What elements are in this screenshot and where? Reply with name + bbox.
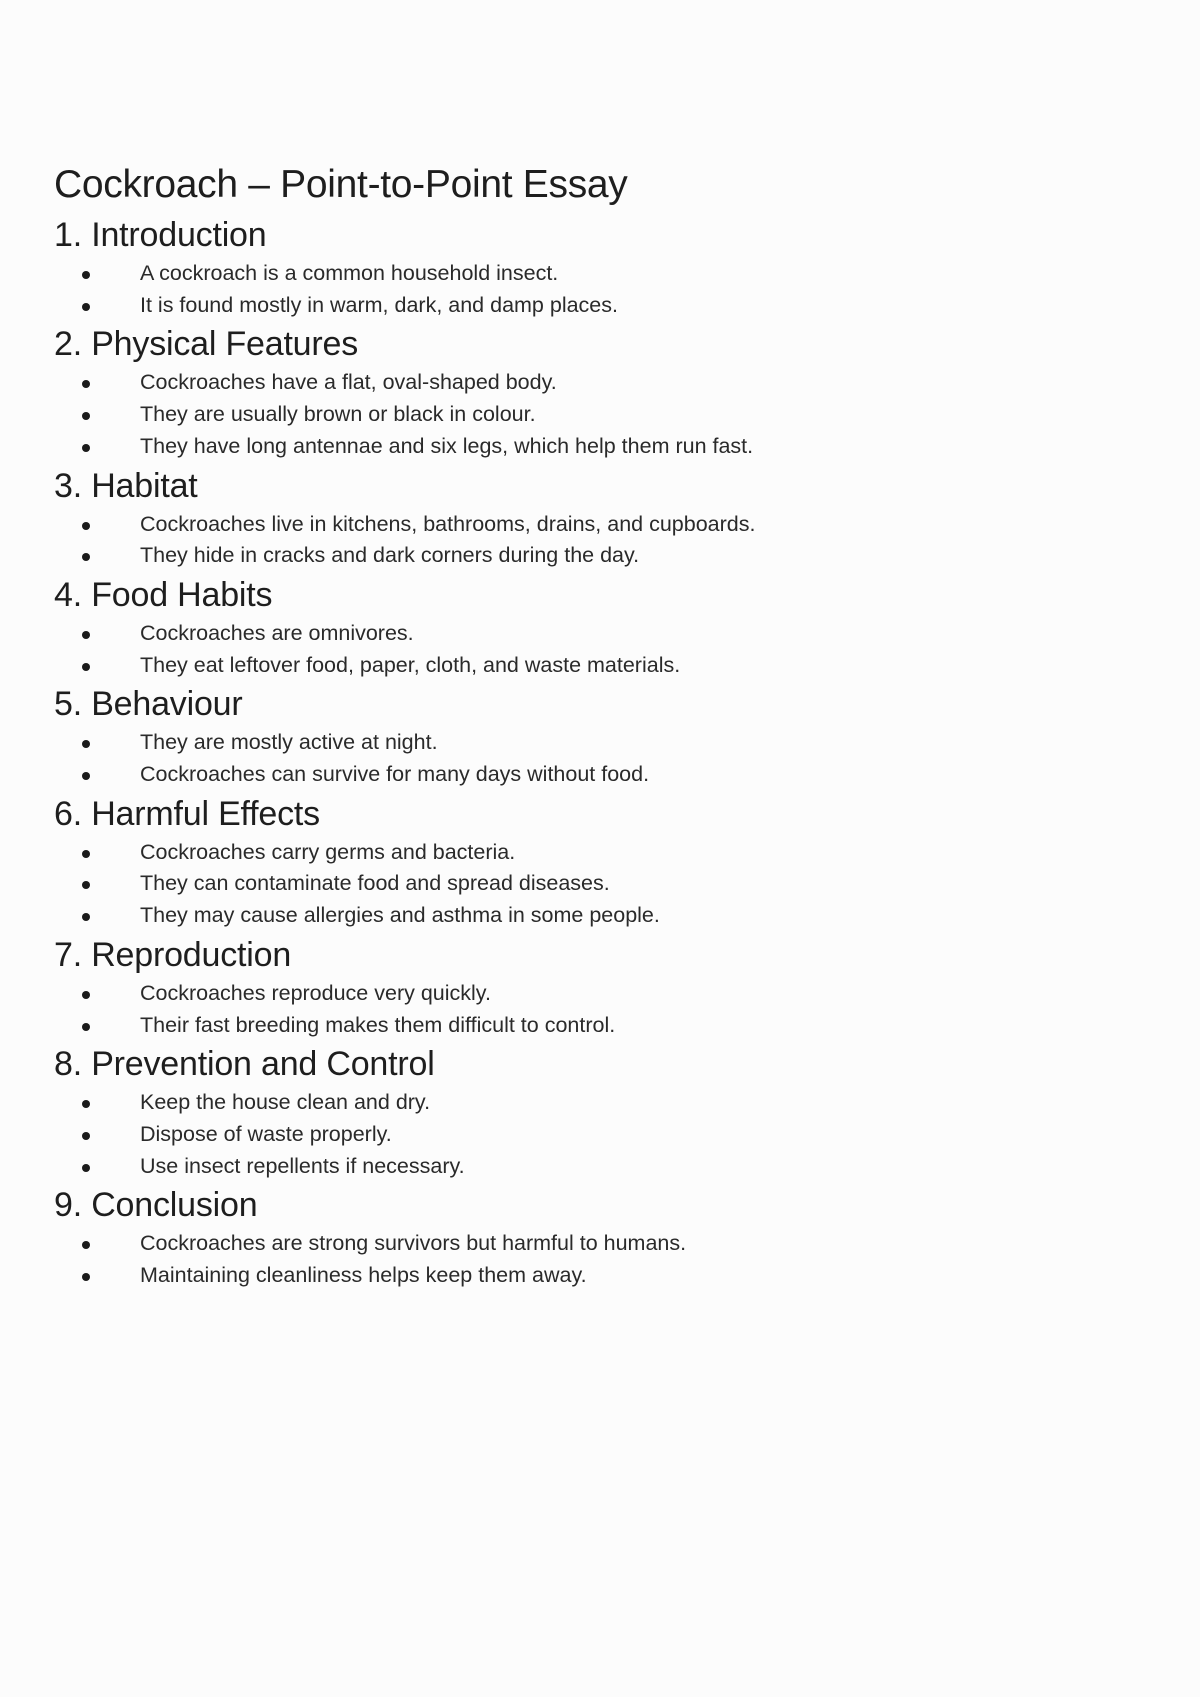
list-item bbox=[54, 1010, 1154, 1042]
bullet-icon bbox=[82, 740, 90, 748]
list-item bbox=[54, 618, 1154, 650]
list-item-text: Cockroaches are omnivores. bbox=[140, 620, 414, 645]
bullet-list bbox=[54, 1228, 1154, 1291]
list-item bbox=[54, 367, 1154, 399]
list-item bbox=[54, 759, 1154, 791]
bullet-icon bbox=[82, 444, 90, 452]
essay-section bbox=[54, 321, 1154, 462]
list-item-text: Dispose of waste properly. bbox=[140, 1121, 392, 1146]
bullet-icon bbox=[82, 271, 90, 279]
list-item bbox=[54, 868, 1154, 900]
bullet-icon bbox=[82, 1164, 90, 1172]
bullet-icon bbox=[82, 772, 90, 780]
list-item bbox=[54, 727, 1154, 759]
list-item-text: Cockroaches carry germs and bacteria. bbox=[140, 839, 516, 864]
list-item-text: They have long antennae and six legs, which help them run fast. bbox=[140, 433, 754, 458]
list-item bbox=[54, 1151, 1154, 1183]
section-heading: 3. Habitat bbox=[54, 466, 198, 505]
essay-section bbox=[54, 1041, 1154, 1182]
bullet-icon bbox=[82, 1273, 90, 1281]
list-item-text: Use insect repellents if necessary. bbox=[140, 1153, 465, 1178]
bullet-icon bbox=[82, 663, 90, 671]
bullet-icon bbox=[82, 303, 90, 311]
bullet-list bbox=[54, 618, 1154, 681]
document-title: Cockroach – Point-to-Point Essay bbox=[54, 163, 628, 206]
sections-container bbox=[54, 212, 1154, 1292]
section-heading: 5. Behaviour bbox=[54, 685, 243, 724]
bullet-list bbox=[54, 1087, 1154, 1182]
bullet-list bbox=[54, 258, 1154, 321]
bullet-icon bbox=[82, 1100, 90, 1108]
bullet-icon bbox=[82, 881, 90, 889]
bullet-icon bbox=[82, 991, 90, 999]
bullet-icon bbox=[82, 553, 90, 561]
bullet-icon bbox=[82, 631, 90, 639]
list-item bbox=[54, 290, 1154, 322]
list-item-text: They hide in cracks and dark corners during the day. bbox=[140, 543, 640, 568]
list-item bbox=[54, 258, 1154, 290]
list-item-text: They eat leftover food, paper, cloth, and waste materials. bbox=[140, 652, 681, 677]
list-item bbox=[54, 1228, 1154, 1260]
essay-section bbox=[54, 932, 1154, 1041]
list-item-text: They can contaminate food and spread diseases. bbox=[140, 871, 610, 896]
list-item-text: They are usually brown or black in colour. bbox=[140, 402, 536, 427]
list-item-text: Cockroaches live in kitchens, bathrooms, drains, and cupboards. bbox=[140, 511, 756, 536]
list-item bbox=[54, 399, 1154, 431]
essay-section bbox=[54, 463, 1154, 572]
list-item-text: Keep the house clean and dry. bbox=[140, 1090, 431, 1115]
list-item-text: Cockroaches reproduce very quickly. bbox=[140, 980, 491, 1005]
bullet-icon bbox=[82, 1241, 90, 1249]
essay-section bbox=[54, 1182, 1154, 1291]
essay-section bbox=[54, 212, 1154, 321]
list-item bbox=[54, 431, 1154, 463]
list-item-text: They are mostly active at night. bbox=[140, 730, 438, 755]
essay-section bbox=[54, 791, 1154, 932]
bullet-list bbox=[54, 727, 1154, 790]
bullet-icon bbox=[82, 522, 90, 530]
section-heading: 7. Reproduction bbox=[54, 935, 292, 974]
list-item-text: A cockroach is a common household insect. bbox=[140, 261, 559, 285]
list-item bbox=[54, 1260, 1154, 1292]
essay-section bbox=[54, 681, 1154, 790]
bullet-list bbox=[54, 978, 1154, 1041]
list-item bbox=[54, 1119, 1154, 1151]
list-item-text: They may cause allergies and asthma in some people. bbox=[140, 903, 660, 928]
section-heading: 1. Introduction bbox=[54, 216, 267, 254]
list-item-text: Maintaining cleanliness helps keep them away. bbox=[140, 1263, 587, 1288]
list-item bbox=[54, 540, 1154, 572]
section-heading: 9. Conclusion bbox=[54, 1186, 258, 1225]
bullet-list bbox=[54, 837, 1154, 932]
essay-section bbox=[54, 572, 1154, 681]
list-item-text: Cockroaches have a flat, oval-shaped body. bbox=[140, 370, 557, 395]
section-heading: 4. Food Habits bbox=[54, 575, 273, 614]
list-item bbox=[54, 978, 1154, 1010]
list-item-text: It is found mostly in warm, dark, and damp places. bbox=[140, 292, 618, 317]
bullet-icon bbox=[82, 380, 90, 388]
bullet-list bbox=[54, 367, 1154, 462]
bullet-list bbox=[54, 509, 1154, 572]
list-item-text: Their fast breeding makes them difficult to control. bbox=[140, 1012, 616, 1037]
list-item bbox=[54, 509, 1154, 541]
bullet-icon bbox=[82, 412, 90, 420]
section-heading: 2. Physical Features bbox=[54, 325, 359, 364]
section-heading: 6. Harmful Effects bbox=[54, 794, 320, 833]
essay-page bbox=[54, 158, 1154, 1292]
bullet-icon bbox=[82, 913, 90, 921]
list-item-text: Cockroaches can survive for many days without food. bbox=[140, 762, 650, 787]
list-item bbox=[54, 900, 1154, 932]
list-item-text: Cockroaches are strong survivors but harmful to humans. bbox=[140, 1231, 687, 1256]
list-item bbox=[54, 837, 1154, 869]
list-item bbox=[54, 1087, 1154, 1119]
section-heading: 8. Prevention and Control bbox=[54, 1045, 435, 1084]
list-item bbox=[54, 650, 1154, 682]
bullet-icon bbox=[82, 850, 90, 858]
bullet-icon bbox=[82, 1023, 90, 1031]
bullet-icon bbox=[82, 1132, 90, 1140]
